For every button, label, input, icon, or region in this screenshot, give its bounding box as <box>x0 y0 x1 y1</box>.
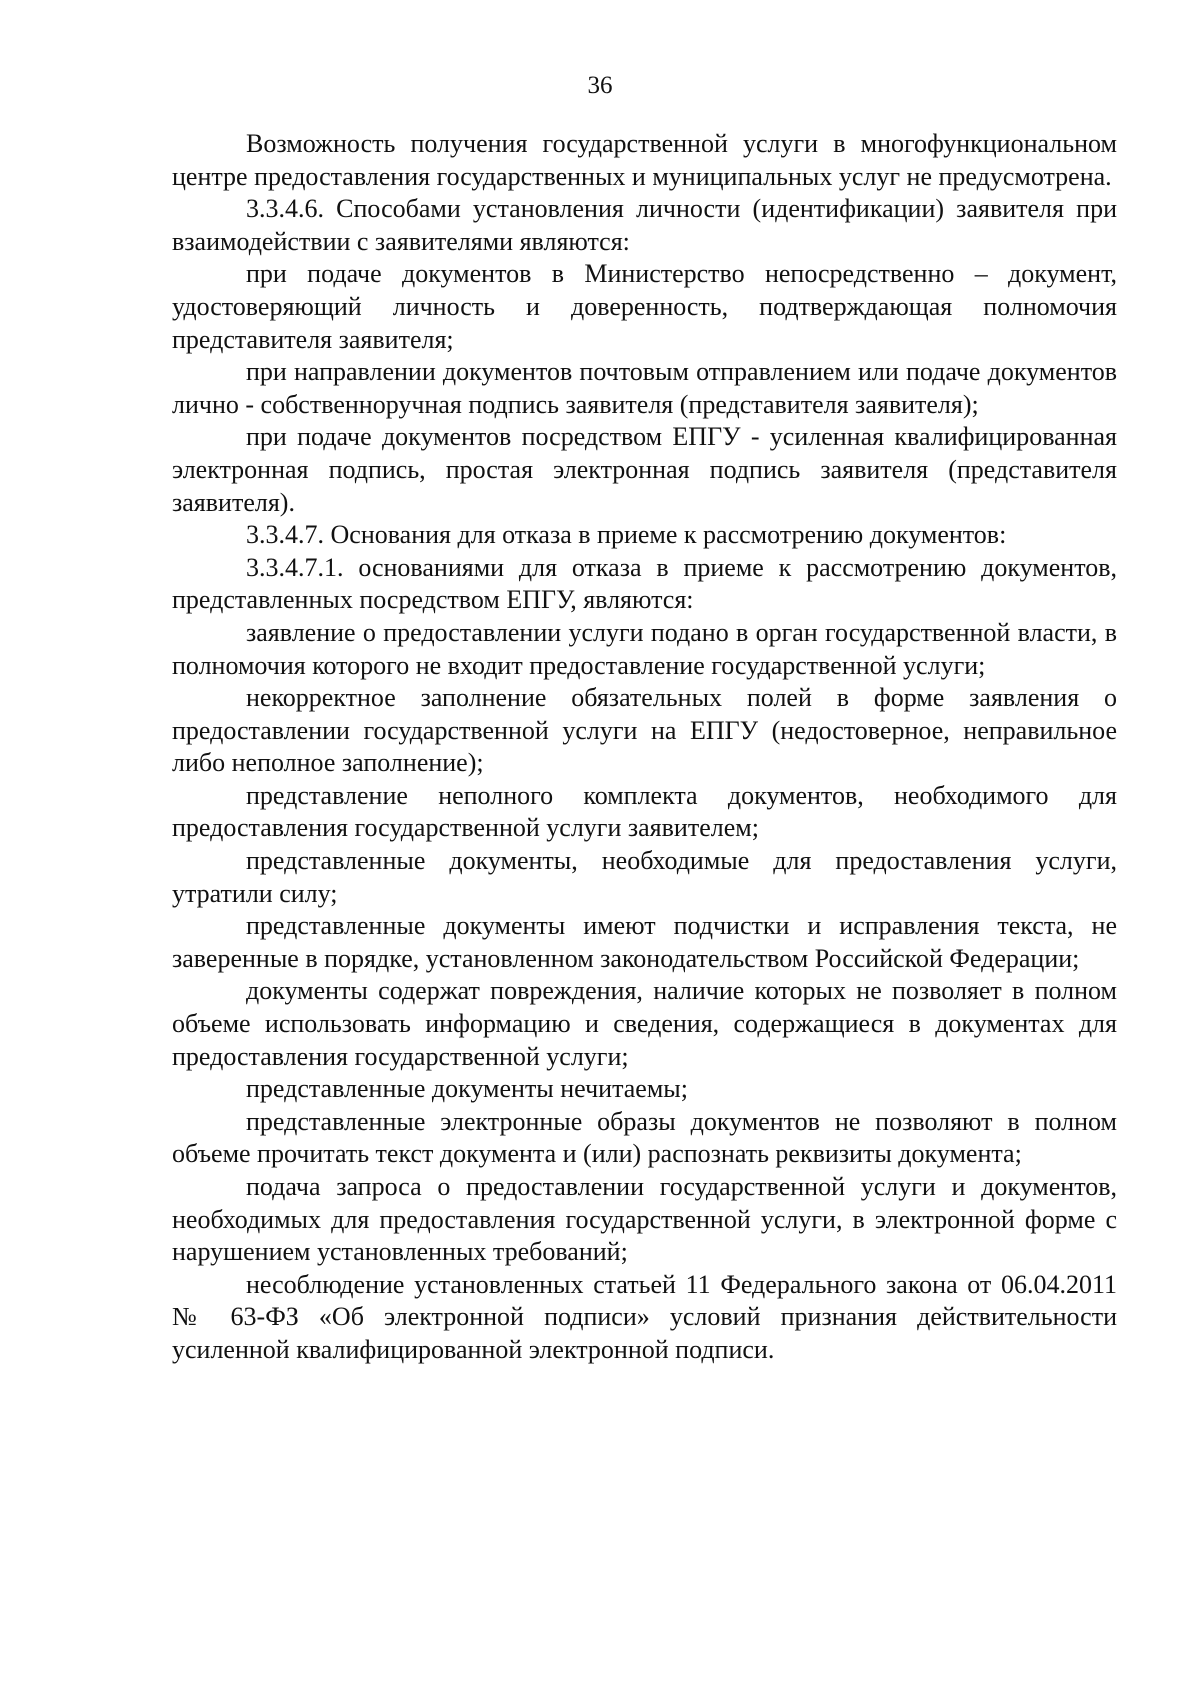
paragraph-mfc-unavailable: Возможность получения государственной услуги в многофункциональном центре предоставления государственных и муниципальных услуг не предусмотрена. <box>172 129 1117 191</box>
paragraph-refusal-grounds-heading: 3.3.4.7. Основания для отказа в приеме к рассмотрению документов: <box>246 520 1007 550</box>
paragraph-identification-methods: 3.3.4.6. Способами установления личности (идентификации) заявителя при взаимодействии с заявителями являются: <box>172 194 1117 256</box>
paragraph-refusal-grounds-epgu: 3.3.4.7.1. основаниями для отказа в приеме к рассмотрению документов, представленных посредством ЕПГУ, являются: <box>172 552 1117 615</box>
list-item-signature-validity: несоблюдение установленных статьей 11 Федерального закона от 06.04.2011 № 63-ФЗ «Об электронной подписи» условий признания действительности усиленной квалифицированной электронной подписи. <box>172 1269 1117 1364</box>
list-item-incorrect-fields: некорректное заполнение обязательных полей в форме заявления о предоставлении государственной услуги на ЕПГУ (недостоверное, неправильное либо неполное заполнение); <box>172 683 1117 778</box>
page-number: 36 <box>587 72 613 99</box>
list-item-requirements-violation: подача запроса о предоставлении государственной услуги и документов, необходимых для предоставления государственной услуги, в электронной форме с нарушением установленных требований; <box>172 1172 1117 1267</box>
list-item-unverified-corrections: представленные документы имеют подчистки и исправления текста, не заверенные в порядке, установленном законодательством Российской Федерации; <box>172 911 1117 973</box>
document-body <box>172 128 1117 1367</box>
list-item-unreadable-documents: представленные документы нечитаемы; <box>246 1074 688 1104</box>
list-item-damaged-documents: документы содержат повреждения, наличие которых не позволяет в полном объеме использовать информацию и сведения, содержащиеся в документах для предоставления государственной услуги; <box>172 976 1117 1071</box>
list-item-unreadable-images: представленные электронные образы документов не позволяют в полном объеме прочитать текст документа и (или) распознать реквизиты документа; <box>172 1106 1117 1169</box>
list-item-incomplete-set: представление неполного комплекта документов, необходимого для предоставления государственной услуги заявителем; <box>172 780 1117 843</box>
list-item-expired-documents: представленные документы, необходимые для предоставления услуги, утратили силу; <box>172 846 1117 908</box>
paragraph-identification-by-mail: при направлении документов почтовым отправлением или подаче документов лично - собственноручная подпись заявителя (представителя заявителя); <box>172 357 1117 419</box>
paragraph-identification-in-person: при подаче документов в Министерство непосредственно – документ, удостоверяющий личность и доверенность, подтверждающая полномочия представителя заявителя; <box>172 259 1117 354</box>
list-item-wrong-authority: заявление о предоставлении услуги подано в орган государственной власти, в полномочия которого не входит предоставление государственной услуги; <box>172 617 1117 680</box>
paragraph-identification-epgu: при подаче документов посредством ЕПГУ - усиленная квалифицированная электронная подпись, простая электронная подпись заявителя (представителя заявителя). <box>172 422 1117 517</box>
